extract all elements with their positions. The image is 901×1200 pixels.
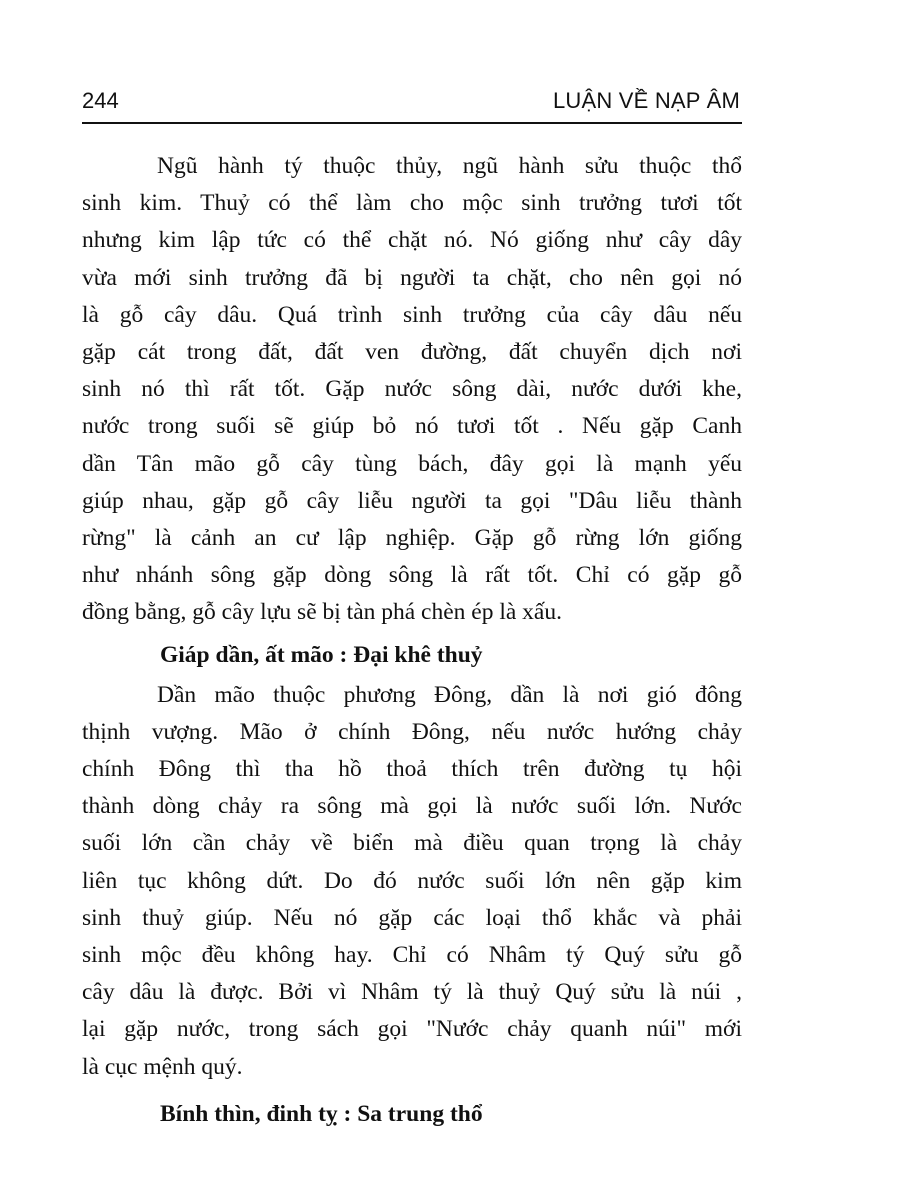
body-text [82,148,742,1135]
text-line: như nhánh sông gặp dòng sông là rất tốt. Chỉ có gặp gỗ [82,562,742,589]
text-line: suối lớn cần chảy về biển mà điều quan trọng là chảy [82,830,742,857]
page-number: 244 [82,88,119,113]
text-line: sinh thuỷ giúp. Nếu nó gặp các loại thổ khắc và phải [82,904,742,931]
text-line: sinh mộc đều không hay. Chỉ có Nhâm tý Quý sửu gỗ [82,941,742,968]
text-line: đồng bằng, gỗ cây lựu sẽ bị tàn phá chèn ép là xấu. [82,599,562,626]
text-line: thịnh vượng. Mão ở chính Đông, nếu nước hướng chảy [82,718,742,745]
text-line: là cục mệnh quý. [82,1053,243,1080]
text-line: vừa mới sinh trưởng đã bị người ta chặt, cho nên gọi nó [82,264,742,291]
page-header [82,88,740,124]
paragraph [82,677,742,1086]
text-line: là gỗ cây dâu. Quá trình sinh trưởng của cây dâu nếu [82,301,742,328]
section-heading: Giáp dần, ất mão : Đại khê thuỷ [160,642,483,669]
text-line: nước trong suối sẽ giúp bỏ nó tươi tốt . Nếu gặp Canh [82,413,742,440]
text-line: giúp nhau, gặp gỗ cây liễu người ta gọi "Dâu liễu thành [82,487,742,514]
text-line: cây dâu là được. Bởi vì Nhâm tý là thuỷ Quý sửu là núi , [82,979,742,1006]
paragraph [82,148,742,631]
text-line: dần Tân mão gỗ cây tùng bách, đây gọi là mạnh yếu [82,450,742,477]
text-line: thành dòng chảy ra sông mà gọi là nước suối lớn. Nước [82,793,742,820]
header-rule [82,122,742,124]
text-line: rừng" là cảnh an cư lập nghiệp. Gặp gỗ rừng lớn giống [82,524,742,551]
text-line: lại gặp nước, trong sách gọi "Nước chảy quanh núi" mới [82,1016,742,1043]
text-line: Dần mão thuộc phương Đông, dần là nơi gió đông [157,681,742,708]
text-line: sinh nó thì rất tốt. Gặp nước sông dài, nước dưới khe, [82,376,742,403]
text-line: sinh kim. Thuỷ có thể làm cho mộc sinh trưởng tươi tốt [82,190,742,217]
text-line: Ngũ hành tý thuộc thủy, ngũ hành sửu thuộc thổ [157,153,742,179]
text-line: chính Đông thì tha hồ thoả thích trên đường tụ hội [82,756,742,782]
text-line: liên tục không dứt. Do đó nước suối lớn nên gặp kim [82,867,742,894]
running-title: LUẬN VỀ NẠP ÂM [552,88,740,113]
text-line: nhưng kim lập tức có thể chặt nó. Nó giống như cây dây [82,227,742,254]
text-line: gặp cát trong đất, đất ven đường, đất chuyển dịch nơi [82,338,742,365]
section-heading: Bính thìn, đinh tỵ : Sa trung thổ [160,1100,483,1127]
